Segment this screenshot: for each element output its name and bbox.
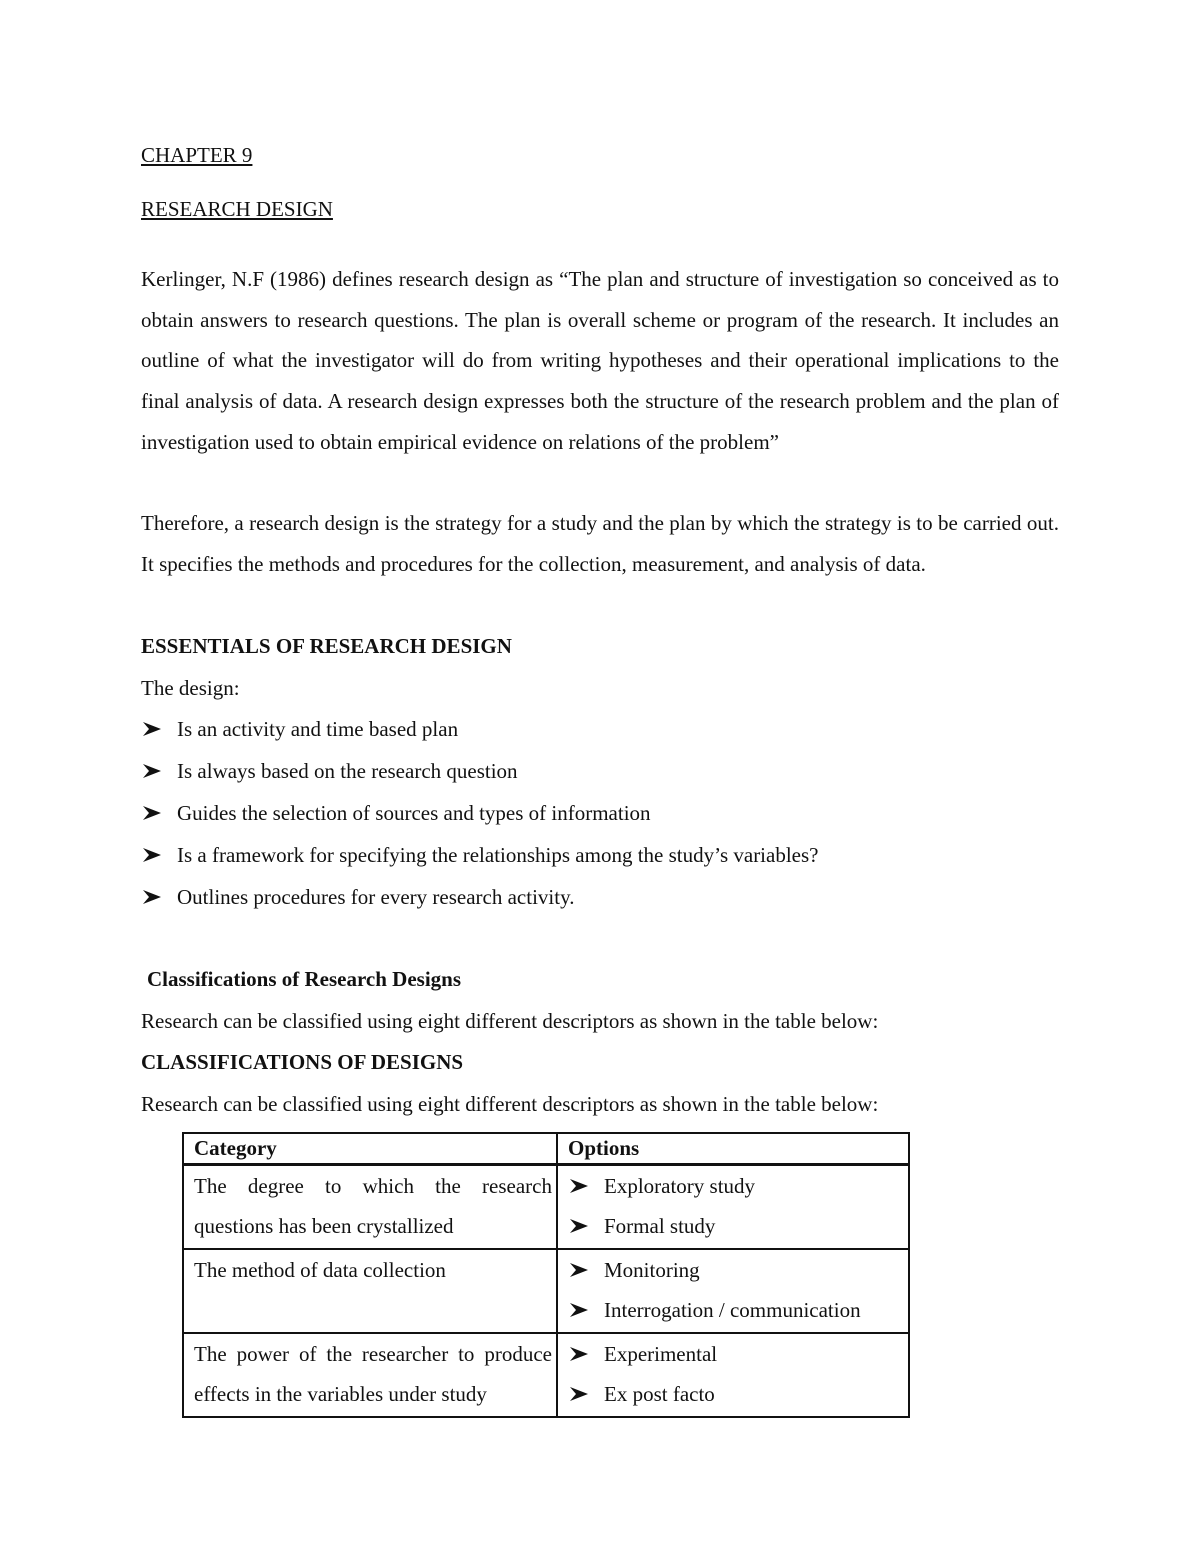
option-text: Formal study — [604, 1214, 716, 1238]
header-category: Category — [183, 1133, 557, 1165]
arrow-bullet-icon — [141, 721, 163, 737]
chapter-label: CHAPTER 9 — [141, 143, 253, 167]
list-item — [141, 801, 651, 831]
arrow-bullet-icon — [568, 1178, 590, 1194]
option-item — [568, 1290, 904, 1330]
classifications-of-designs-heading: CLASSIFICATIONS OF DESIGNS — [141, 1050, 464, 1074]
list-item — [141, 759, 518, 789]
option-text: Interrogation / communication — [604, 1298, 861, 1322]
options-cell — [557, 1333, 909, 1417]
essentials-intro: The design: — [141, 676, 240, 700]
page-title: RESEARCH DESIGN — [141, 197, 333, 221]
arrow-bullet-icon — [568, 1218, 590, 1234]
option-item — [568, 1334, 904, 1374]
arrow-bullet-icon — [568, 1262, 590, 1278]
option-item — [568, 1206, 904, 1246]
option-text: Ex post facto — [604, 1382, 715, 1406]
list-item-text: Is always based on the research question — [177, 759, 518, 783]
definition-paragraph: Kerlinger, N.F (1986) defines research design as “The plan and structure of investigation so conceived as to obtain answers to research questions. The plan is overall scheme or program of the research. It includes an outline of what the investigator will do from writing hypotheses and their operational implications to the final analysis of data. A research design expresses both the structure of the research problem and the plan of investigation used to obtain empirical evidence on relations of the problem” — [141, 267, 1059, 454]
table-row — [183, 1333, 909, 1417]
arrow-bullet-icon — [568, 1346, 590, 1362]
list-item-text: Guides the selection of sources and types of information — [177, 801, 651, 825]
essentials-heading: ESSENTIALS OF RESEARCH DESIGN — [141, 634, 512, 658]
table-header-row — [183, 1133, 909, 1165]
option-text: Monitoring — [604, 1258, 700, 1282]
option-item — [568, 1166, 904, 1206]
category-cell: The method of data collection — [183, 1249, 557, 1333]
table-row — [183, 1249, 909, 1333]
header-options: Options — [557, 1133, 909, 1165]
option-text: Experimental — [604, 1342, 718, 1366]
arrow-bullet-icon — [568, 1386, 590, 1402]
classifications-intro-repeat: Research can be classified using eight different descriptors as shown in the table below: — [141, 1092, 879, 1116]
arrow-bullet-icon — [141, 763, 163, 779]
classifications-intro: Research can be classified using eight different descriptors as shown in the table below: — [141, 1009, 879, 1033]
list-item-text: Is an activity and time based plan — [177, 717, 459, 741]
arrow-bullet-icon — [141, 847, 163, 863]
list-item-text: Is a framework for specifying the relationships among the study’s variables? — [177, 843, 819, 867]
arrow-bullet-icon — [568, 1302, 590, 1318]
list-item — [141, 843, 818, 873]
list-item-text: Outlines procedures for every research activity. — [177, 885, 575, 909]
option-item — [568, 1250, 904, 1290]
option-item — [568, 1374, 904, 1414]
options-cell — [557, 1165, 909, 1250]
list-item — [141, 885, 574, 915]
arrow-bullet-icon — [141, 805, 163, 821]
classifications-table — [182, 1132, 910, 1418]
category-cell: The degree to which the research questions has been crystallized — [183, 1165, 557, 1250]
table-row — [183, 1165, 909, 1250]
option-text: Exploratory study — [604, 1174, 756, 1198]
arrow-bullet-icon — [141, 889, 163, 905]
classifications-heading: Classifications of Research Designs — [147, 967, 462, 991]
therefore-paragraph: Therefore, a research design is the strategy for a study and the plan by which the strategy is to be carried out. It specifies the methods and procedures for the collection, measurement, and analysis of data. — [141, 511, 1059, 576]
category-cell: The power of the researcher to produce effects in the variables under study — [183, 1333, 557, 1417]
list-item — [141, 717, 458, 747]
options-cell — [557, 1249, 909, 1333]
